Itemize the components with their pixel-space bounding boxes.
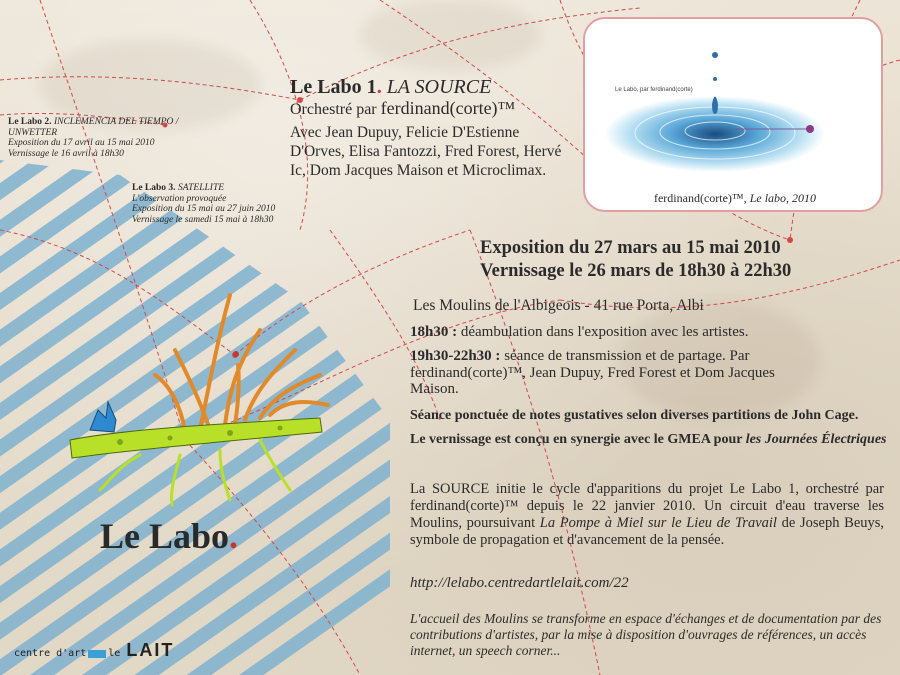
side-event-opening: Vernissage le samedi 15 mai à 18h30 — [132, 214, 274, 225]
project-dot: . — [229, 516, 239, 556]
logo-name: LAIT — [126, 640, 175, 660]
exhibition-period: Exposition du 27 mars au 15 mai 2010 — [480, 238, 781, 258]
main-title — [290, 76, 580, 99]
side-event-tagline: L'observation provoquée — [132, 193, 227, 204]
project-wordmark — [100, 515, 238, 557]
main-title-block — [290, 76, 580, 180]
artist-list: Avec Jean Dupuy, Felicie D'Estienne D'Orves, Elisa Fantozzi, Fred Forest, Hervé Ic, Dom Jacques Maison et Microclimax. — [290, 124, 562, 179]
program-text: déambulation dans l'exposition avec les artistes. — [457, 324, 749, 340]
logo-blue-bar — [88, 650, 106, 658]
program-item — [410, 348, 790, 398]
project-title: Le Labo — [100, 516, 230, 556]
side-event-subtitle: INCLEMENCIA DEL TIEMPO / UNWETTER — [8, 117, 179, 138]
logo-mid: le — [108, 648, 121, 659]
side-event-dates: Exposition du 15 mai au 27 juin 2010 — [132, 204, 276, 214]
caption-author: ferdinand(corte)™, — [653, 191, 747, 205]
program-text: séance de transmission et de partage. Par ferdinand(corte)™, Jean Dupuy, Fred Forest et Dom Jacques Maison. — [410, 348, 775, 397]
description-text-end: de Joseph Beuys, symbole de propagation et d'avancement de la pensée. — [410, 515, 885, 548]
side-event-dates: Exposition du 17 avril au 15 mai 2010 — [8, 138, 155, 148]
artwork-photo-card — [583, 17, 883, 212]
photo-caption — [585, 191, 885, 206]
description-text: La SOURCE initie le cycle d'apparitions du projet Le Labo 1, orchestré par ferdinand(corte)™ depuis le 22 janvier 2010. Un circuit d'eau traverse les Moulins, poursuivant — [410, 481, 884, 531]
title-dot: . — [376, 76, 382, 98]
program-time: 18h30 : — [410, 324, 458, 340]
orchestrated-label: Orchestré par — [290, 101, 377, 118]
lead-artist-name: ferdinand(corte)™ — [380, 98, 516, 118]
orchestrated-line — [290, 98, 580, 119]
centre-dart-le-lait-logo — [14, 640, 174, 661]
program-item — [410, 324, 890, 341]
note-gmea-text: Le vernissage est conçu en synergie avec le GMEA pour — [410, 432, 743, 447]
note-john-cage: Séance ponctuée de notes gustatives selon diverses partitions de John Cage. — [410, 408, 859, 423]
logo-prefix: centre d'art — [14, 648, 87, 659]
opening-time: Vernissage le 26 mars de 18h30 à 22h30 — [480, 261, 792, 281]
side-event-labo2 — [8, 117, 198, 159]
side-event-labo3 — [132, 183, 292, 225]
caption-title: Le labo, 2010 — [749, 191, 817, 205]
main-title-label: Le Labo 1 — [290, 76, 377, 98]
side-event-subtitle: SATELLITE — [177, 183, 225, 193]
exhibition-dates — [480, 237, 791, 283]
description-paragraph — [410, 481, 884, 549]
note-gmea — [410, 432, 890, 448]
side-event-opening: Vernissage le 16 avril à 18h30 — [8, 148, 124, 159]
venue-address: Les Moulins de l'Albigeois - 41 rue Porta, Albi — [413, 297, 704, 314]
note-gmea-italic: les Journées Électriques — [745, 432, 887, 447]
blue-bird-icon — [90, 402, 116, 432]
closing-paragraph: L'accueil des Moulins se transforme en espace d'échanges et de documentation par des contributions d'artistes, par la mise à disposition d'ouvrages de références, un accès internet, un speech corner... — [410, 611, 882, 658]
website-link[interactable]: http://lelabo.centredartlelait.com/22 — [410, 575, 629, 591]
artwork-reference: La Pompe à Miel sur le Lieu de Travail — [539, 515, 777, 531]
photo-inner-label: Le Labo, par ferdinand(corte) — [615, 87, 693, 93]
side-event-title: Le Labo 3. — [132, 183, 176, 193]
program-time: 19h30-22h30 : — [410, 348, 501, 364]
main-title-work: LA SOURCE — [386, 76, 492, 98]
green-branch-illustration — [60, 290, 340, 520]
side-event-title: Le Labo 2. — [8, 117, 52, 127]
water-ripple-image — [585, 19, 881, 184]
